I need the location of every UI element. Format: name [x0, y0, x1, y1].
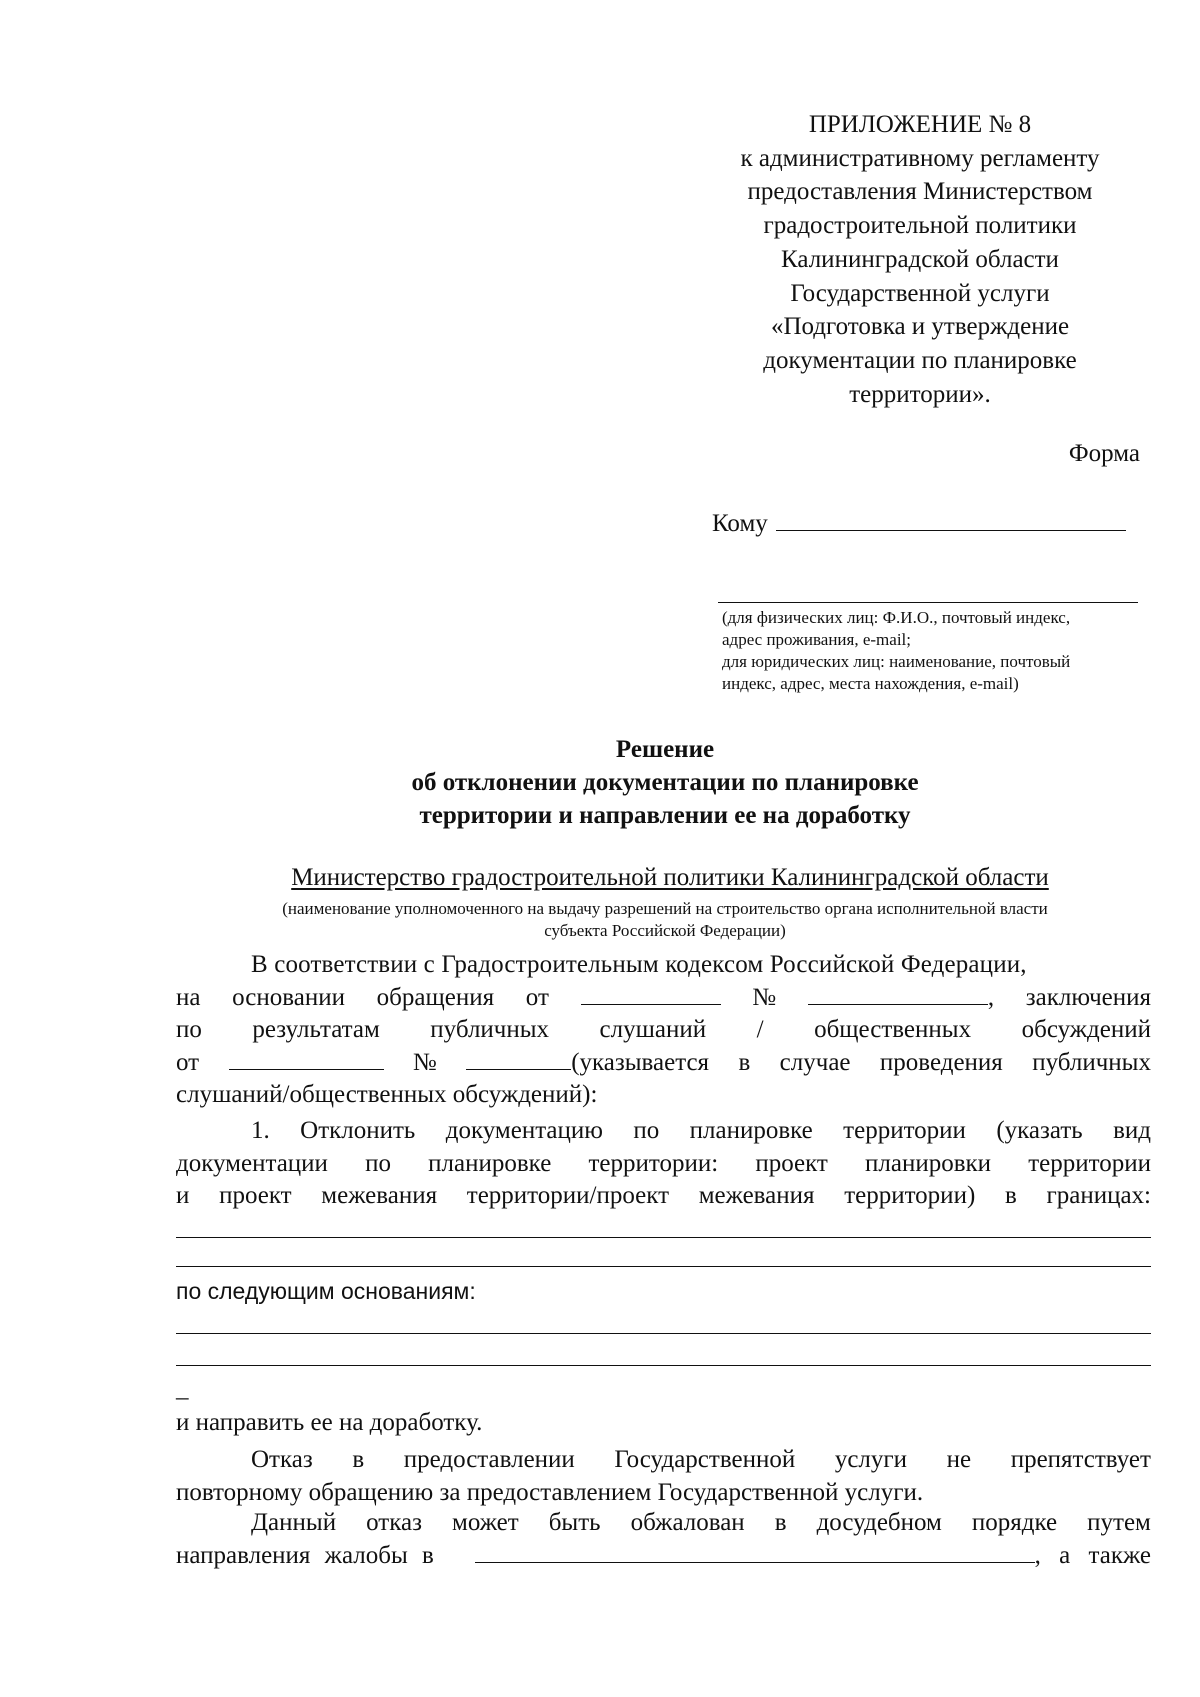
- conclusion-date-blank: [229, 1047, 384, 1070]
- word: территории: [1028, 1149, 1151, 1177]
- send-back-line: [176, 1407, 1151, 1440]
- word: №: [752, 983, 777, 1011]
- grounds-blank-line-2: [176, 1365, 1151, 1366]
- hint-line: для юридических лиц: наименование, почтовый: [722, 652, 1071, 671]
- header-line: ПРИЛОЖЕНИЕ № 8: [808, 111, 1032, 138]
- hint-line: индекс, адрес, места нахождения, e-mail): [722, 674, 1019, 693]
- word: в: [738, 1048, 751, 1076]
- word: границах:: [1046, 1182, 1151, 1209]
- request-date-blank: [581, 982, 721, 1005]
- word: обращения: [376, 983, 495, 1011]
- word: и: [176, 1182, 190, 1209]
- text-span: и направить ее на доработку.: [176, 1409, 483, 1436]
- word: проект: [755, 1149, 828, 1177]
- title-line: Решение: [615, 736, 715, 763]
- text-line: [176, 1148, 1151, 1181]
- header-line: градостроительной политики: [763, 212, 1077, 240]
- ministry-name: [0, 864, 1200, 892]
- text-line: [176, 949, 1151, 982]
- word: обжалован: [630, 1509, 745, 1536]
- word: 1.: [251, 1117, 270, 1144]
- title-line: территории и направлении ее на доработку: [419, 802, 911, 829]
- word: межевания: [698, 1182, 815, 1209]
- title-line: об отклонении документации по планировке: [411, 769, 919, 796]
- paragraph-reject: [176, 1115, 1151, 1213]
- word: проведения: [879, 1048, 1003, 1076]
- word: территории: [843, 1117, 966, 1144]
- recipient-field: [712, 506, 1126, 538]
- word: от: [176, 1048, 200, 1076]
- text-span: по следующим основаниям:: [176, 1278, 476, 1304]
- word: планировке: [689, 1117, 813, 1144]
- word: в: [1004, 1182, 1017, 1209]
- text-line: [176, 1507, 1151, 1540]
- word: ,: [987, 983, 995, 1011]
- text-line: [176, 1180, 1151, 1213]
- hint-line: адрес проживания, e-mail;: [722, 630, 911, 649]
- header-line: Калининградской области: [781, 245, 1059, 273]
- recipient-blank-line-2: [718, 602, 1138, 603]
- text-line: [176, 1477, 1151, 1510]
- grounds-blank-line-1: [176, 1333, 1151, 1334]
- word: может: [452, 1509, 519, 1536]
- paragraph-appeal: [176, 1507, 1151, 1572]
- form-label: Форма: [1068, 440, 1140, 467]
- request-number-group: [808, 982, 994, 1015]
- word: Отклонить: [300, 1117, 416, 1144]
- text-line: [176, 982, 1151, 1015]
- word: межевания: [321, 1182, 438, 1209]
- word: слушаний: [599, 1016, 707, 1043]
- text-line: [176, 1540, 1151, 1573]
- word: отказ: [366, 1509, 422, 1536]
- boundaries-blank-line-2: [176, 1266, 1151, 1267]
- word: Данный: [251, 1509, 337, 1536]
- text-span: слушаний/общественных обсуждений):: [176, 1081, 598, 1108]
- word: документации: [176, 1149, 328, 1177]
- word: быть: [548, 1509, 601, 1536]
- word: заключения: [1025, 983, 1151, 1011]
- ministry-note: [100, 898, 1200, 942]
- word: Государственной: [614, 1446, 796, 1473]
- recipient-blank-line: [776, 506, 1126, 531]
- word: планировки: [865, 1149, 992, 1177]
- word: результатам: [252, 1016, 380, 1043]
- text-span: В соответствии с Градостроительным кодексом Российской Федерации,: [251, 951, 1027, 978]
- text-span: направления жалобы в: [176, 1541, 434, 1569]
- word: препятствует: [1010, 1446, 1151, 1473]
- request-number-blank: [808, 982, 988, 1005]
- word: /: [756, 1016, 764, 1043]
- word: публичных: [430, 1016, 550, 1043]
- paragraph-refusal: [176, 1444, 1151, 1509]
- text-line: [176, 1079, 1151, 1112]
- word: документацию: [445, 1117, 603, 1144]
- word: основании: [232, 983, 345, 1011]
- hint-line: (для физических лиц: Ф.И.О., почтовый индекс,: [722, 608, 1071, 627]
- text-line: [176, 1047, 1151, 1080]
- header-line: документации по планировке: [763, 346, 1077, 374]
- boundaries-blank-line-1: [176, 1237, 1151, 1238]
- text-span: повторному обращению за предоставлением Государственной услуги.: [176, 1478, 924, 1506]
- header-line: к административному регламенту: [740, 144, 1100, 172]
- word: территории): [844, 1182, 976, 1209]
- word: досудебном: [816, 1509, 942, 1536]
- grounds-label: [176, 1275, 1151, 1308]
- word: (указывается: [571, 1048, 710, 1076]
- header-line: предоставления Министерством: [747, 178, 1093, 206]
- word: в: [352, 1446, 365, 1473]
- word: не: [946, 1446, 972, 1473]
- ministry-note-line: субъекта Российской Федерации): [544, 921, 786, 940]
- word: по: [176, 1016, 202, 1043]
- word: обсуждений: [1021, 1016, 1151, 1043]
- text-line: [176, 1444, 1151, 1477]
- word: планировке: [428, 1149, 552, 1177]
- text-span: , а также: [1034, 1541, 1151, 1569]
- word: проект: [219, 1182, 292, 1209]
- document-title: [0, 733, 1200, 832]
- word: Отказ: [251, 1446, 313, 1473]
- word: (указать: [996, 1117, 1083, 1144]
- word: случае: [779, 1048, 851, 1076]
- word: в: [774, 1509, 787, 1536]
- header-line: Государственной услуги: [790, 279, 1050, 307]
- text-line: [176, 1115, 1151, 1148]
- word: публичных: [1032, 1048, 1151, 1076]
- word: предоставлении: [403, 1446, 575, 1473]
- word: вид: [1113, 1117, 1151, 1144]
- paragraph-basis: [176, 949, 1151, 1112]
- ministry-note-line: (наименование уполномоченного на выдачу разрешений на строительство органа исполнительной власти: [282, 899, 1048, 918]
- recipient-hint: [722, 607, 1162, 695]
- appeal-authority-group: [475, 1540, 1151, 1573]
- word: путем: [1087, 1509, 1151, 1536]
- word: №: [412, 1048, 437, 1076]
- word: общественных: [814, 1016, 972, 1043]
- word: по: [633, 1117, 660, 1144]
- appendix-header: [700, 108, 1140, 411]
- conclusion-number-group: [466, 1047, 709, 1080]
- word: территории:: [588, 1149, 719, 1177]
- text-span: _: [176, 1375, 189, 1402]
- conclusion-number-blank: [466, 1047, 571, 1070]
- text-line: [176, 1014, 1151, 1047]
- word: от: [525, 983, 549, 1011]
- recipient-label: Кому: [712, 510, 768, 537]
- appeal-authority-blank: [475, 1540, 1035, 1563]
- word: на: [176, 983, 201, 1011]
- word: порядке: [971, 1509, 1058, 1536]
- word: территории/проект: [466, 1182, 670, 1209]
- header-line: территории».: [849, 380, 991, 408]
- ministry-name-text: Министерство градостроительной политики Калининградской области: [291, 864, 1049, 891]
- dash-mark: [176, 1373, 1151, 1406]
- header-line: «Подготовка и утверждение: [770, 313, 1070, 341]
- word: услуги: [834, 1446, 908, 1473]
- word: по: [365, 1149, 391, 1177]
